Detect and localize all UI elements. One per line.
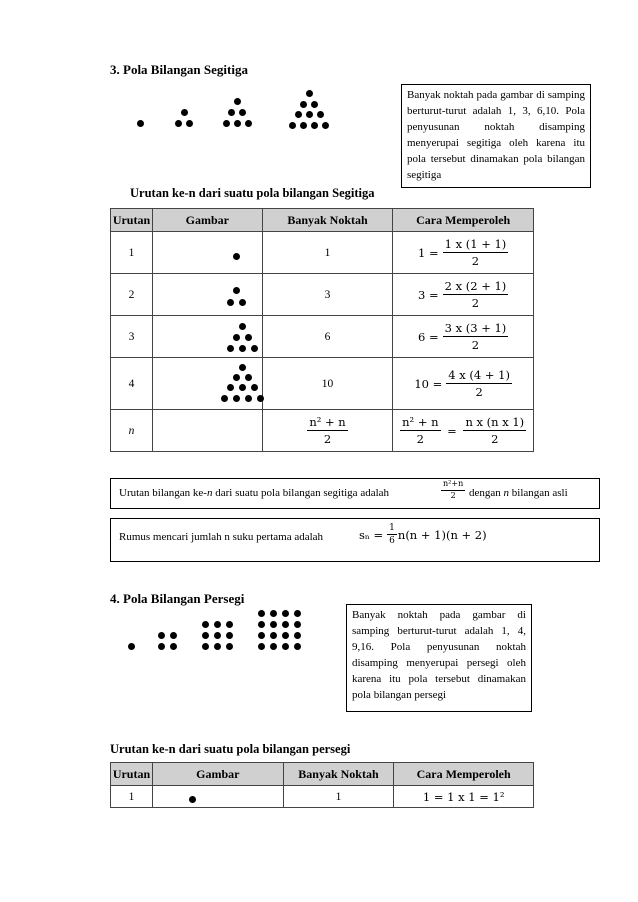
dot — [239, 109, 246, 116]
cara-denominator: 2 — [471, 338, 480, 352]
dot — [322, 122, 329, 129]
dot — [137, 120, 144, 127]
dot — [175, 120, 182, 127]
dot — [294, 632, 301, 639]
dot — [289, 122, 296, 129]
dot — [158, 643, 165, 650]
note1-n: n — [503, 487, 510, 499]
section3-description: Banyak noktah pada gambar di samping berturut-turut adalah 1, 3, 6,10. Pola penyusunan noktah disamping menyerupai segitiga oleh karena itu pola tersebut dinamakan pola bilangan segitiga — [407, 89, 585, 181]
table-row — [111, 232, 534, 274]
cara-numerator: 3 x (3 + 1) — [444, 321, 507, 335]
dot — [311, 101, 318, 108]
sum-formula-note — [110, 518, 600, 562]
cara-lhs: 1 = — [418, 245, 439, 260]
dot — [270, 610, 277, 617]
header-cara: Cara Memperoleh — [394, 763, 534, 786]
cara-lhs: 10 = — [414, 376, 443, 391]
urutan-cell: 4 — [111, 358, 153, 410]
dot — [239, 323, 246, 330]
cara-numerator: 2 x (2 + 1) — [444, 279, 507, 293]
section3-heading: 3. Pola Bilangan Segitiga — [110, 62, 248, 77]
gambar-cell — [152, 410, 262, 452]
note2-text: Rumus mencari jumlah n suku pertama adalah — [119, 531, 324, 543]
square-table — [110, 762, 534, 808]
dot — [233, 374, 240, 381]
dot — [282, 643, 289, 650]
table-header-row — [111, 763, 534, 786]
dot — [282, 610, 289, 617]
header-gambar: Gambar — [152, 209, 262, 232]
dot — [202, 643, 209, 650]
dot — [202, 632, 209, 639]
cara-numerator: n x (n x 1) — [465, 415, 525, 429]
dot — [234, 120, 241, 127]
dot — [227, 345, 234, 352]
noktah-cell: 1 — [262, 232, 393, 274]
section3-table-title: Urutan ke-n dari suatu pola bilangan Segitiga — [130, 186, 375, 200]
dot — [226, 632, 233, 639]
cara-denominator: 2 — [416, 432, 424, 446]
dot — [214, 621, 221, 628]
nth-term-note — [110, 478, 600, 509]
header-urutan: Urutan — [111, 763, 153, 786]
section4-description-box — [346, 604, 532, 712]
noktah-denominator: 2 — [323, 432, 332, 446]
dot — [239, 384, 246, 391]
dot — [186, 120, 193, 127]
section3-description-box — [401, 84, 591, 188]
dot — [294, 621, 301, 628]
dot — [227, 384, 234, 391]
dot — [202, 621, 209, 628]
gambar-cell — [152, 232, 262, 274]
table-row — [111, 274, 534, 316]
cara-numerator: n² + n — [402, 415, 439, 429]
dot — [306, 90, 313, 97]
noktah-cell: 10 — [262, 358, 393, 410]
cara-cell — [393, 274, 534, 316]
note1-frac-den: 2 — [450, 490, 456, 500]
cara-denominator: 2 — [471, 296, 480, 310]
note2-lhs: sₙ = — [359, 527, 384, 542]
cara-cell: 1 = 1 x 1 = 1² — [394, 786, 534, 808]
header-urutan: Urutan — [111, 209, 153, 232]
dot — [282, 632, 289, 639]
cara-denominator: 2 — [471, 254, 480, 268]
cara-numerator: 4 x (4 + 1) — [448, 368, 510, 382]
cara-lhs: 6 = — [418, 329, 439, 344]
dot — [189, 796, 196, 803]
dot — [214, 643, 221, 650]
dot — [226, 643, 233, 650]
dot — [170, 632, 177, 639]
dot — [311, 122, 318, 129]
note1-frac-num: n²+n — [441, 480, 465, 491]
dot — [181, 109, 188, 116]
dot — [294, 643, 301, 650]
dot — [270, 632, 277, 639]
dot — [251, 345, 258, 352]
dot — [239, 364, 246, 371]
noktah-cell — [262, 410, 393, 452]
dot — [258, 621, 265, 628]
gambar-cell — [152, 274, 262, 316]
urutan-cell: 2 — [111, 274, 153, 316]
cara-denominator: 2 — [475, 385, 483, 399]
dot — [228, 109, 235, 116]
note1-prefix: Urutan bilangan ke- — [119, 487, 207, 499]
dot — [128, 643, 135, 650]
table-row — [111, 316, 534, 358]
note1-mid: dari suatu pola bilangan segitiga adalah — [212, 487, 390, 499]
section4-description: Banyak noktah pada gambar di samping berturut-turut adalah 1, 4, 9,16. Pola penyusunan noktah disamping menyerupai persegi oleh karena itu pola tersebut dinamakan pola bilangan persegi — [352, 609, 526, 701]
dot — [317, 111, 324, 118]
noktah-cell: 1 — [283, 786, 394, 808]
cara-equals: = — [447, 423, 457, 438]
dot — [245, 395, 252, 402]
header-gambar: Gambar — [152, 763, 283, 786]
dot — [270, 621, 277, 628]
note2-rhs: n(n + 1)(n + 2) — [397, 527, 487, 542]
dot — [214, 632, 221, 639]
dot — [294, 610, 301, 617]
dot — [295, 111, 302, 118]
dot — [170, 643, 177, 650]
table-header-row — [111, 209, 534, 232]
dot — [221, 395, 228, 402]
cara-cell — [393, 316, 534, 358]
table-row — [111, 358, 534, 410]
gambar-cell — [152, 786, 283, 808]
dot — [258, 632, 265, 639]
urutan-cell: 1 — [111, 232, 153, 274]
gambar-cell — [152, 358, 262, 410]
triangle-table — [110, 208, 534, 452]
cara-denominator: 2 — [491, 432, 499, 446]
dot — [282, 621, 289, 628]
dot — [234, 98, 241, 105]
note1-n: n — [206, 487, 213, 499]
dot — [233, 334, 240, 341]
cara-lhs: 3 = — [418, 287, 439, 302]
noktah-numerator: n² + n — [309, 415, 346, 429]
dot — [223, 120, 230, 127]
note1-suffix: dengan — [469, 487, 501, 499]
header-cara: Cara Memperoleh — [393, 209, 534, 232]
dot — [245, 120, 252, 127]
dot — [158, 632, 165, 639]
dot — [245, 334, 252, 341]
cara-cell — [393, 232, 534, 274]
dot — [306, 111, 313, 118]
dot — [227, 299, 234, 306]
cara-cell — [393, 410, 534, 452]
triangle-dots-illustration — [130, 90, 340, 140]
section4-heading: 4. Pola Bilangan Persegi — [110, 591, 245, 606]
note1-suffix2: bilangan asli — [511, 487, 568, 499]
dot — [245, 374, 252, 381]
dot — [233, 253, 240, 260]
dot — [300, 122, 307, 129]
noktah-cell: 6 — [262, 316, 393, 358]
urutan-cell: n — [111, 410, 153, 452]
header-banyak-noktah: Banyak Noktah — [262, 209, 393, 232]
header-banyak-noktah: Banyak Noktah — [283, 763, 394, 786]
dot — [258, 643, 265, 650]
cara-cell — [393, 358, 534, 410]
table-row — [111, 410, 534, 452]
dot — [300, 101, 307, 108]
square-dots-illustration — [128, 610, 328, 655]
dot — [239, 299, 246, 306]
dot — [226, 621, 233, 628]
dot — [233, 287, 240, 294]
gambar-cell — [152, 316, 262, 358]
noktah-cell: 3 — [262, 274, 393, 316]
urutan-cell: 3 — [111, 316, 153, 358]
dot — [251, 384, 258, 391]
table-row — [111, 786, 534, 808]
note2-frac-den: 6 — [389, 536, 395, 546]
cara-numerator: 1 x (1 + 1) — [444, 237, 507, 251]
note2-frac-num: 1 — [389, 523, 395, 533]
section4-table-title: Urutan ke-n dari suatu pola bilangan persegi — [110, 742, 351, 756]
urutan-cell: 1 — [111, 786, 153, 808]
dot — [233, 395, 240, 402]
dot — [258, 610, 265, 617]
dot — [239, 345, 246, 352]
dot — [270, 643, 277, 650]
